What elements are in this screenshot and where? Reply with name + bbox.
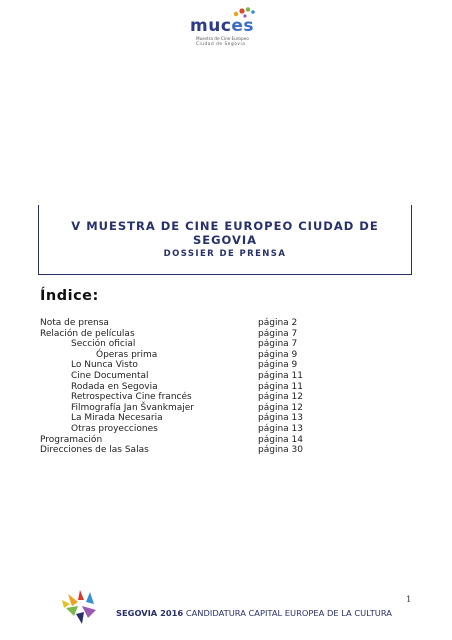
segovia-2016-logo bbox=[60, 586, 102, 626]
toc-entry-page: página 11 bbox=[258, 370, 303, 381]
toc-entry-label: Lo Nunca Visto bbox=[71, 360, 138, 371]
segovia-2016-emblem-icon bbox=[60, 586, 102, 626]
page-number: 1 bbox=[406, 595, 412, 605]
toc-entry-page: página 13 bbox=[258, 413, 303, 424]
toc-entry bbox=[40, 445, 380, 456]
logo-subtitle-line2: Ciudad de Segovia bbox=[196, 41, 246, 46]
toc-entry-label: Sección oficial bbox=[71, 339, 136, 350]
toc-entry bbox=[40, 371, 380, 382]
toc-entry bbox=[40, 424, 380, 435]
toc-entry bbox=[40, 350, 380, 361]
footer-bold: SEGOVIA 2016 bbox=[116, 608, 184, 618]
toc-entry-page: página 11 bbox=[258, 381, 303, 392]
toc-entry bbox=[40, 339, 380, 350]
toc-entry-page: página 30 bbox=[258, 445, 303, 456]
toc-entry-page: página 12 bbox=[258, 402, 303, 413]
toc-entry bbox=[40, 329, 380, 340]
index-heading: Índice: bbox=[40, 288, 99, 304]
toc-entry-label: Otras proyecciones bbox=[71, 423, 158, 434]
toc-entry-label: Relación de películas bbox=[40, 328, 135, 339]
toc-entry-label: Rodada en Segovia bbox=[71, 381, 158, 392]
toc-entry bbox=[40, 360, 380, 371]
toc-entry-page: página 9 bbox=[258, 349, 298, 360]
toc-entry bbox=[40, 403, 380, 414]
toc-entry-label: Filmografía Jan Švankmajer bbox=[71, 402, 194, 413]
toc-entry-label: Direcciones de las Salas bbox=[40, 445, 149, 456]
muces-logo bbox=[190, 6, 262, 46]
document-subtitle: DOSSIER DE PRENSA bbox=[163, 249, 287, 259]
toc-entry-page: página 12 bbox=[258, 392, 303, 403]
toc-entry-label: Programación bbox=[40, 434, 103, 445]
footer-rest: CANDIDATURA CAPITAL EUROPEA DE LA CULTURA bbox=[183, 608, 392, 618]
logo-subtitle-line1: Muestra de Cine Europeo bbox=[196, 36, 249, 41]
toc-entry-page: página 9 bbox=[258, 360, 298, 371]
toc-entry bbox=[40, 318, 380, 329]
toc-entry-label: Óperas prima bbox=[96, 349, 158, 360]
toc-entry-page: página 2 bbox=[258, 318, 298, 328]
toc-entry-label: Cine Documental bbox=[71, 370, 149, 381]
toc-entry-page: página 7 bbox=[258, 339, 298, 350]
toc-entry bbox=[40, 392, 380, 403]
toc-entry-label: La Mirada Necesaria bbox=[71, 413, 163, 424]
title-box bbox=[38, 205, 412, 275]
toc-entry bbox=[40, 435, 380, 446]
logo-wordmark: muces bbox=[190, 16, 255, 36]
toc-entry-label: Nota de prensa bbox=[40, 318, 109, 328]
document-title: V MUESTRA DE CINE EUROPEO CIUDAD DE SEGOVIA bbox=[71, 219, 379, 247]
table-of-contents bbox=[40, 318, 380, 456]
footer-candidature-text bbox=[116, 608, 392, 618]
toc-entry bbox=[40, 382, 380, 393]
toc-entry bbox=[40, 413, 380, 424]
toc-entry-page: página 14 bbox=[258, 434, 303, 445]
toc-entry-page: página 13 bbox=[258, 423, 303, 434]
toc-entry-label: Retrospectiva Cine francés bbox=[71, 392, 192, 403]
toc-entry-page: página 7 bbox=[258, 328, 298, 339]
